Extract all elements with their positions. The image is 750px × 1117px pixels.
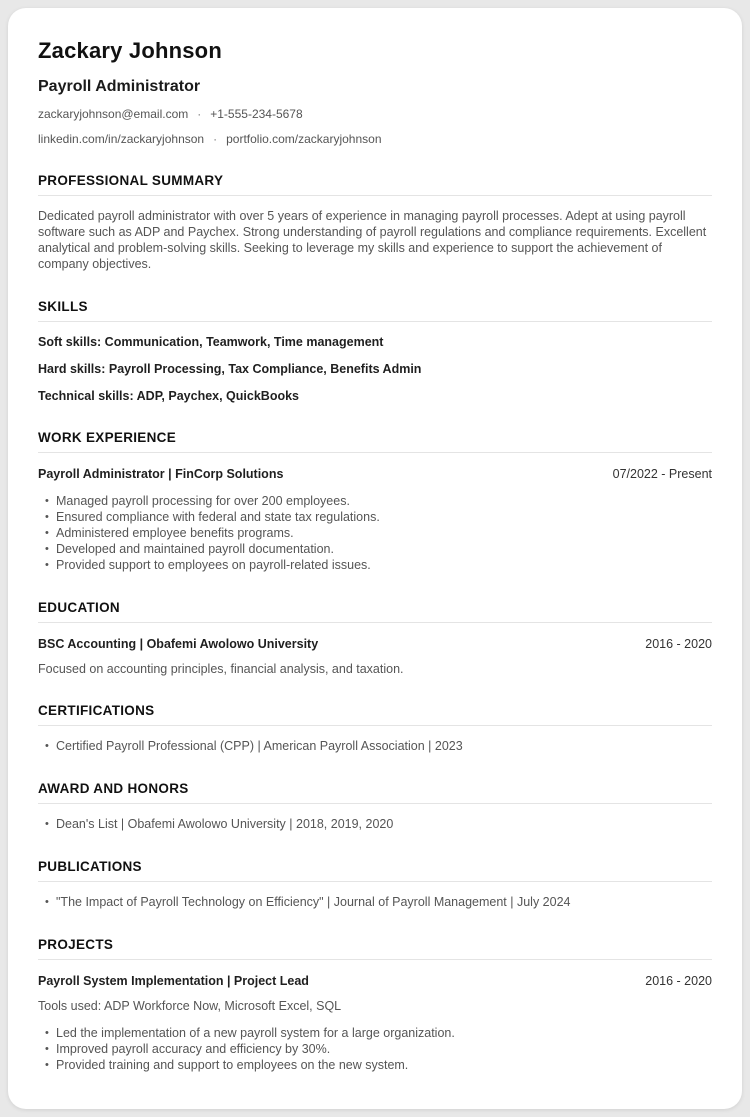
education-entry-header <box>38 637 712 651</box>
project-bullet-list <box>38 1025 712 1073</box>
project-title-role: Payroll System Implementation | Project Lead <box>38 974 309 988</box>
certification-list <box>38 738 712 754</box>
portfolio-text: portfolio.com/zackaryjohnson <box>226 132 382 146</box>
publication-item: • "The Impact of Payroll Technology on Efficiency" | Journal of Payroll Management | July 2024 <box>38 894 712 910</box>
project-bullet: • Led the implementation of a new payroll system for a large organization. <box>38 1025 712 1041</box>
linkedin-text: linkedin.com/in/zackaryjohnson <box>38 132 205 146</box>
section-work-experience <box>38 430 712 573</box>
technical-skills-line: Technical skills: ADP, Paychex, QuickBooks <box>38 389 299 403</box>
publication-list <box>38 894 712 910</box>
email-text: zackaryjohnson@email.com <box>38 107 189 121</box>
job-bullet: • Administered employee benefits programs. <box>38 525 712 541</box>
education-description: Focused on accounting principles, financial analysis, and taxation. <box>38 662 404 676</box>
section-heading-education: EDUCATION <box>38 600 712 623</box>
section-education <box>38 600 712 676</box>
separator-dot: · <box>197 107 202 121</box>
project-entry-header <box>38 974 712 988</box>
job-bullet: • Developed and maintained payroll documentation. <box>38 541 712 557</box>
section-awards <box>38 781 712 832</box>
job-bullet: • Provided support to employees on payroll-related issues. <box>38 557 712 573</box>
project-tools: Tools used: ADP Workforce Now, Microsoft Excel, SQL <box>38 999 342 1013</box>
section-certifications <box>38 703 712 754</box>
soft-skills-line: Soft skills: Communication, Teamwork, Time management <box>38 335 384 349</box>
degree-school: BSC Accounting | Obafemi Awolowo University <box>38 637 319 651</box>
job-title-company: Payroll Administrator | FinCorp Solutions <box>38 467 284 481</box>
job-dates: 07/2022 - Present <box>612 467 712 481</box>
section-heading-projects: PROJECTS <box>38 937 712 960</box>
section-publications <box>38 859 712 910</box>
project-dates: 2016 - 2020 <box>645 974 712 988</box>
resume-header <box>38 38 712 146</box>
summary-text: Dedicated payroll administrator with over 5 years of experience in managing payroll processes. Adept at using payroll software such as ADP and Paychex. Strong understanding of payroll regulations and compliance requirements. Excellent analytical and problem-solving skills. Seeking to leverage my skills and experience to support the achievement of company objectives. <box>38 209 707 271</box>
job-bullet-list <box>38 493 712 573</box>
candidate-name: Zackary Johnson <box>38 38 222 63</box>
hard-skills-line: Hard skills: Payroll Processing, Tax Compliance, Benefits Admin <box>38 362 422 376</box>
separator-dot: · <box>213 132 218 146</box>
section-heading-skills: SKILLS <box>38 299 712 322</box>
contact-row-1 <box>38 107 712 121</box>
candidate-title: Payroll Administrator <box>38 78 201 95</box>
section-heading-experience: WORK EXPERIENCE <box>38 430 712 453</box>
award-item: • Dean's List | Obafemi Awolowo University | 2018, 2019, 2020 <box>38 816 712 832</box>
section-professional-summary <box>38 173 712 272</box>
section-skills <box>38 299 712 403</box>
phone-text: +1-555-234-5678 <box>210 107 303 121</box>
section-projects <box>38 937 712 1073</box>
project-bullet: • Provided training and support to employees on the new system. <box>38 1057 712 1073</box>
section-heading-awards: AWARD AND HONORS <box>38 781 712 804</box>
job-bullet: • Managed payroll processing for over 200 employees. <box>38 493 712 509</box>
contact-row-2 <box>38 132 712 146</box>
section-heading-certifications: CERTIFICATIONS <box>38 703 712 726</box>
job-entry-header <box>38 467 712 481</box>
section-heading-summary: PROFESSIONAL SUMMARY <box>38 173 712 196</box>
section-heading-publications: PUBLICATIONS <box>38 859 712 882</box>
resume-document <box>8 8 742 1109</box>
job-bullet: • Ensured compliance with federal and state tax regulations. <box>38 509 712 525</box>
education-dates: 2016 - 2020 <box>645 637 712 651</box>
award-list <box>38 816 712 832</box>
certification-item: • Certified Payroll Professional (CPP) | American Payroll Association | 2023 <box>38 738 712 754</box>
project-bullet: • Improved payroll accuracy and efficiency by 30%. <box>38 1041 712 1057</box>
